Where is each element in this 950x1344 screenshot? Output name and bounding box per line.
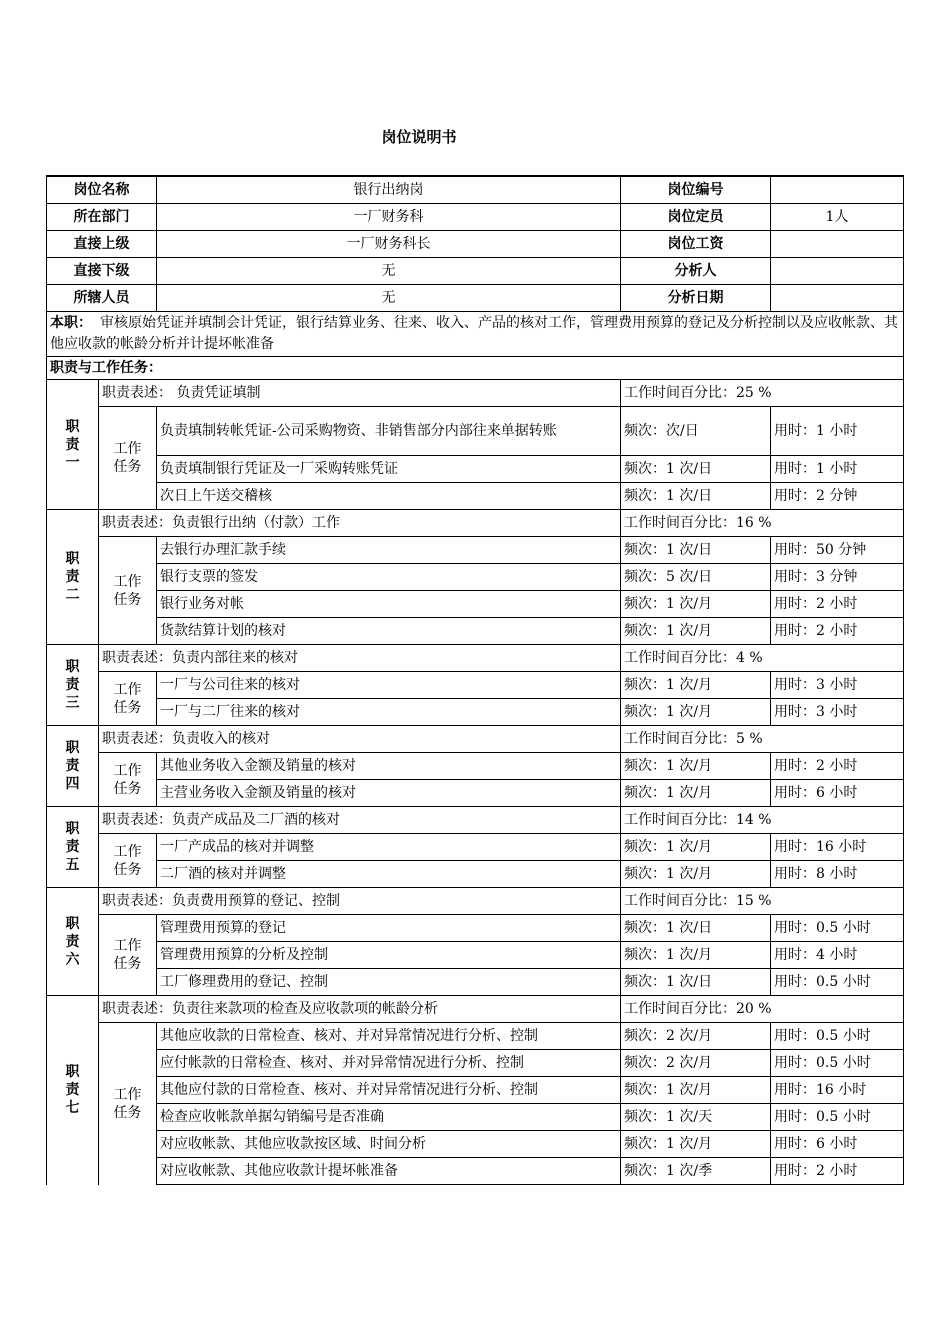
task-text: 次日上午送交稽核 xyxy=(157,483,621,510)
duty-desc: 职责表述：负责费用预算的登记、控制 xyxy=(99,888,621,915)
duty-name xyxy=(47,996,99,1185)
task-time: 用时：0.5 小时 xyxy=(771,969,904,996)
task-label-text: 工作任务 xyxy=(113,843,142,878)
info-value: 无 xyxy=(157,285,621,312)
task-label-text: 工作任务 xyxy=(113,441,142,475)
task-time: 用时：0.5 小时 xyxy=(771,1104,904,1131)
task-frequency: 频次：1 次/月 xyxy=(621,1131,771,1158)
duty-desc: 职责表述：负责收入的核对 xyxy=(99,726,621,753)
task-text: 二厂酒的核对并调整 xyxy=(157,861,621,888)
duty-desc-row xyxy=(47,726,904,753)
task-frequency: 频次：1 次/日 xyxy=(621,915,771,942)
task-time: 用时：0.5 小时 xyxy=(771,1023,904,1050)
task-row xyxy=(47,564,904,591)
duty-desc: 职责表述：负责银行出纳（付款）工作 xyxy=(99,510,621,537)
task-frequency: 频次：1 次/月 xyxy=(621,672,771,699)
task-row xyxy=(47,456,904,483)
info-value: 一厂财务科 xyxy=(157,204,621,231)
task-frequency: 频次：1 次/月 xyxy=(621,753,771,780)
page-title: 岗位说明书 xyxy=(381,128,457,146)
duty-desc-row xyxy=(47,510,904,537)
task-text: 其他应收款的日常检查、核对、并对异常情况进行分析、控制 xyxy=(157,1023,621,1050)
duty-summary-row xyxy=(47,312,904,357)
task-label-text: 工作任务 xyxy=(113,681,142,716)
duty-desc: 职责表述：负责产成品及二厂酒的核对 xyxy=(99,807,621,834)
duty-desc-row xyxy=(47,645,904,672)
task-frequency: 频次：1 次/季 xyxy=(621,1158,771,1185)
task-label xyxy=(99,537,157,645)
task-frequency: 频次：1 次/月 xyxy=(621,834,771,861)
task-row xyxy=(47,753,904,780)
task-frequency: 频次：1 次/月 xyxy=(621,591,771,618)
info-label: 所在部门 xyxy=(47,204,157,231)
task-label-text: 工作任务 xyxy=(113,1086,142,1121)
duty-desc: 职责表述： 负责凭证填制 xyxy=(99,380,621,407)
task-row xyxy=(47,1104,904,1131)
task-row xyxy=(47,699,904,726)
task-text: 对应收帐款、其他应收款计提坏帐准备 xyxy=(157,1158,621,1185)
duty-desc-row xyxy=(47,380,904,407)
task-row xyxy=(47,915,904,942)
info-label: 直接下级 xyxy=(47,258,157,285)
info-label: 分析日期 xyxy=(621,285,771,312)
task-text: 一厂与二厂往来的核对 xyxy=(157,699,621,726)
task-text: 其他应付款的日常检查、核对、并对异常情况进行分析、控制 xyxy=(157,1077,621,1104)
task-time: 用时：0.5 小时 xyxy=(771,1050,904,1077)
duty-pct: 工作时间百分比：25 % xyxy=(621,380,904,407)
duty-desc-row xyxy=(47,807,904,834)
info-value: 银行出纳岗 xyxy=(157,176,621,204)
duty-name-text: 职责一 xyxy=(65,418,80,471)
task-label xyxy=(99,672,157,726)
task-label xyxy=(99,407,157,510)
task-row xyxy=(47,780,904,807)
task-time: 用时：0.5 小时 xyxy=(771,915,904,942)
task-time: 用时：6 小时 xyxy=(771,1131,904,1158)
task-row xyxy=(47,672,904,699)
task-row xyxy=(47,942,904,969)
task-label xyxy=(99,753,157,807)
task-frequency: 频次：1 次/日 xyxy=(621,483,771,510)
section-header-row xyxy=(47,357,904,380)
task-time: 用时：50 分钟 xyxy=(771,537,904,564)
task-text: 一厂产成品的核对并调整 xyxy=(157,834,621,861)
task-frequency: 频次：1 次/月 xyxy=(621,618,771,645)
info-row xyxy=(47,204,904,231)
task-time: 用时：1 小时 xyxy=(771,456,904,483)
task-text: 负责填制转帐凭证-公司采购物资、非销售部分内部往来单据转账 xyxy=(157,407,621,456)
duty-name xyxy=(47,645,99,726)
task-text: 去银行办理汇款手续 xyxy=(157,537,621,564)
task-frequency: 频次：1 次/月 xyxy=(621,861,771,888)
task-frequency: 频次：5 次/日 xyxy=(621,564,771,591)
task-label-text: 工作任务 xyxy=(113,762,142,797)
task-label xyxy=(99,834,157,888)
duty-name-text: 职责六 xyxy=(65,915,80,968)
duty-name xyxy=(47,888,99,996)
task-row xyxy=(47,591,904,618)
task-time: 用时：6 小时 xyxy=(771,780,904,807)
duty-name xyxy=(47,726,99,807)
task-time: 用时：2 分钟 xyxy=(771,483,904,510)
task-row xyxy=(47,483,904,510)
task-text: 管理费用预算的分析及控制 xyxy=(157,942,621,969)
info-label: 岗位编号 xyxy=(621,176,771,204)
task-label xyxy=(99,915,157,996)
job-description-table xyxy=(46,175,904,1185)
task-time: 用时：4 小时 xyxy=(771,942,904,969)
task-text: 货款结算计划的核对 xyxy=(157,618,621,645)
duty-pct: 工作时间百分比：5 % xyxy=(621,726,904,753)
duty-name-text: 职责五 xyxy=(65,821,80,873)
task-row xyxy=(47,1158,904,1185)
duty-desc: 职责表述：负责往来款项的检查及应收款项的帐龄分析 xyxy=(99,996,621,1023)
task-text: 管理费用预算的登记 xyxy=(157,915,621,942)
task-frequency: 频次：1 次/月 xyxy=(621,1077,771,1104)
task-frequency: 频次：1 次/月 xyxy=(621,942,771,969)
task-time: 用时：3 分钟 xyxy=(771,564,904,591)
info-label: 岗位工资 xyxy=(621,231,771,258)
duty-name-text: 职责七 xyxy=(65,1064,80,1117)
info-value: 无 xyxy=(157,258,621,285)
task-text: 检查应收帐款单据勾销编号是否准确 xyxy=(157,1104,621,1131)
info-value xyxy=(771,258,904,285)
task-row xyxy=(47,1077,904,1104)
task-frequency: 频次：1 次/月 xyxy=(621,780,771,807)
task-row xyxy=(47,969,904,996)
duty-pct: 工作时间百分比：20 % xyxy=(621,996,904,1023)
task-row xyxy=(47,861,904,888)
task-row xyxy=(47,1023,904,1050)
duty-name xyxy=(47,380,99,510)
task-frequency: 频次：2 次/月 xyxy=(621,1023,771,1050)
task-text: 负责填制银行凭证及一厂采购转账凭证 xyxy=(157,456,621,483)
duty-pct: 工作时间百分比：14 % xyxy=(621,807,904,834)
info-label: 岗位定员 xyxy=(621,204,771,231)
task-row xyxy=(47,407,904,456)
duty-summary-text: 审核原始凭证并填制会计凭证，银行结算业务、往来、收入、产品的核对工作，管理费用预算的登记及分析控制以及应收帐款、其他应收款的帐龄分析并计提坏帐准备 xyxy=(50,315,898,352)
task-time: 用时：1 小时 xyxy=(771,407,904,456)
task-label xyxy=(99,1023,157,1185)
task-text: 主营业务收入金额及销量的核对 xyxy=(157,780,621,807)
task-frequency: 频次：1 次/日 xyxy=(621,456,771,483)
info-value: 1人 xyxy=(771,204,904,231)
task-row xyxy=(47,1131,904,1158)
task-frequency: 频次：1 次/日 xyxy=(621,537,771,564)
task-text: 一厂与公司往来的核对 xyxy=(157,672,621,699)
info-label: 岗位名称 xyxy=(47,176,157,204)
task-time: 用时：8 小时 xyxy=(771,861,904,888)
duty-pct: 工作时间百分比：15 % xyxy=(621,888,904,915)
task-text: 对应收帐款、其他应收款按区域、时间分析 xyxy=(157,1131,621,1158)
task-time: 用时：16 小时 xyxy=(771,834,904,861)
task-frequency: 频次：2 次/月 xyxy=(621,1050,771,1077)
info-row xyxy=(47,285,904,312)
duty-summary-cell xyxy=(47,312,904,357)
task-text: 应付帐款的日常检查、核对、并对异常情况进行分析、控制 xyxy=(157,1050,621,1077)
duty-summary-label: 本职： xyxy=(50,315,92,331)
duty-pct: 工作时间百分比：4 % xyxy=(621,645,904,672)
info-value: 一厂财务科长 xyxy=(157,231,621,258)
task-row xyxy=(47,834,904,861)
info-value xyxy=(771,285,904,312)
info-value xyxy=(771,231,904,258)
duty-name-text: 职责二 xyxy=(65,551,80,603)
info-label: 分析人 xyxy=(621,258,771,285)
duty-name-text: 职责三 xyxy=(65,659,80,711)
task-time: 用时：3 小时 xyxy=(771,672,904,699)
task-text: 工厂修理费用的登记、控制 xyxy=(157,969,621,996)
info-row xyxy=(47,258,904,285)
task-row xyxy=(47,537,904,564)
task-frequency: 频次：次/日 xyxy=(621,407,771,456)
task-time: 用时：2 小时 xyxy=(771,1158,904,1185)
task-text: 银行支票的签发 xyxy=(157,564,621,591)
duty-desc-row xyxy=(47,996,904,1023)
task-time: 用时：2 小时 xyxy=(771,618,904,645)
task-time: 用时：16 小时 xyxy=(771,1077,904,1104)
task-row xyxy=(47,618,904,645)
task-frequency: 频次：1 次/天 xyxy=(621,1104,771,1131)
task-frequency: 频次：1 次/月 xyxy=(621,699,771,726)
duty-pct: 工作时间百分比：16 % xyxy=(621,510,904,537)
task-label-text: 工作任务 xyxy=(113,938,142,972)
task-text: 银行业务对帐 xyxy=(157,591,621,618)
info-row xyxy=(47,231,904,258)
task-frequency: 频次：1 次/日 xyxy=(621,969,771,996)
duty-name-text: 职责四 xyxy=(65,740,80,792)
info-value xyxy=(771,176,904,204)
task-time: 用时：3 小时 xyxy=(771,699,904,726)
table-body xyxy=(47,176,904,1185)
duty-name xyxy=(47,807,99,888)
duty-name xyxy=(47,510,99,645)
info-label: 直接上级 xyxy=(47,231,157,258)
section-header: 职责与工作任务： xyxy=(47,357,904,380)
task-time: 用时：2 小时 xyxy=(771,591,904,618)
duty-desc: 职责表述：负责内部往来的核对 xyxy=(99,645,621,672)
info-row xyxy=(47,176,904,204)
duty-desc-row xyxy=(47,888,904,915)
task-label-text: 工作任务 xyxy=(113,573,142,608)
task-time: 用时：2 小时 xyxy=(771,753,904,780)
task-row xyxy=(47,1050,904,1077)
task-text: 其他业务收入金额及销量的核对 xyxy=(157,753,621,780)
info-label: 所辖人员 xyxy=(47,285,157,312)
